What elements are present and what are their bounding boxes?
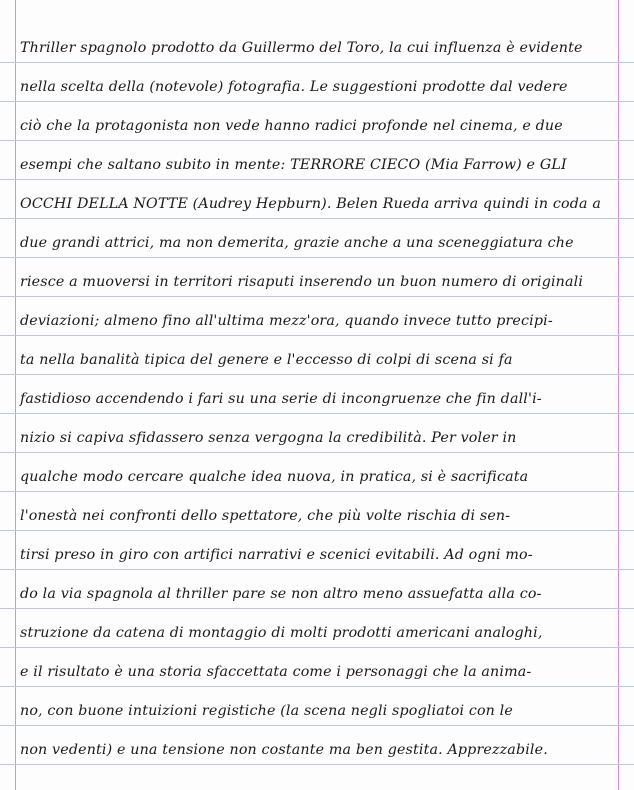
ruled-line — [0, 62, 634, 63]
ruled-line — [0, 647, 634, 648]
ruled-line — [0, 686, 634, 687]
handwritten-line: tirsi preso in giro con artifici narrativi e scenici evitabili. Ad ogni mo- — [20, 547, 533, 563]
ruled-line — [0, 413, 634, 414]
handwritten-line: nella scelta della (notevole) fotografia. Le suggestioni prodotte dal vedere — [20, 79, 568, 95]
handwritten-line: ciò che la protagonista non vede hanno radici profonde nel cinema, e due — [20, 118, 563, 134]
ruled-line — [0, 374, 634, 375]
handwritten-line: l'onestà nei confronti dello spettatore, che più volte rischia di sen- — [20, 508, 511, 524]
handwritten-line: nizio si capiva sfidassero senza vergogna la credibilità. Per voler in — [20, 430, 517, 446]
handwritten-line: qualche modo cercare qualche idea nuova, in pratica, si è sacrificata — [20, 469, 529, 485]
handwritten-line: fastidioso accendendo i fari su una serie di incongruenze che fin dall'i- — [20, 391, 542, 407]
handwritten-line: deviazioni; almeno fino all'ultima mezz'ora, quando invece tutto precipi- — [20, 313, 553, 329]
ruled-line — [0, 296, 634, 297]
handwritten-line: Thriller spagnolo prodotto da Guillermo del Toro, la cui influenza è evidente — [20, 40, 583, 56]
handwritten-line: do la via spagnola al thriller pare se non altro meno assuefatta alla co- — [20, 586, 542, 602]
ruled-line — [0, 257, 634, 258]
ruled-line — [0, 101, 634, 102]
ruled-line — [0, 764, 634, 765]
handwritten-line: no, con buone intuizioni registiche (la scena negli spogliatoi con le — [20, 703, 513, 719]
ruled-line — [0, 491, 634, 492]
ruled-line — [0, 530, 634, 531]
ruled-line — [0, 335, 634, 336]
handwritten-line: esempi che saltano subito in mente: TERRORE CIECO (Mia Farrow) e GLI — [20, 157, 567, 173]
handwritten-line: riesce a muoversi in territori risaputi inserendo un buon numero di originali — [20, 274, 584, 290]
handwritten-line: e il risultato è una storia sfaccettata come i personaggi che la anima- — [20, 664, 532, 680]
handwritten-line: OCCHI DELLA NOTTE (Audrey Hepburn). Belen Rueda arriva quindi in coda a — [20, 196, 601, 212]
ruled-line — [0, 452, 634, 453]
ruled-line — [0, 725, 634, 726]
handwritten-line: struzione da catena di montaggio di molti prodotti americani analoghi, — [20, 625, 543, 641]
right-margin-line — [618, 0, 619, 790]
handwritten-line: ta nella banalità tipica del genere e l'eccesso di colpi di scena si fa — [20, 352, 513, 368]
ruled-line — [0, 608, 634, 609]
ruled-line — [0, 179, 634, 180]
handwritten-line: due grandi attrici, ma non demerita, grazie anche a una sceneggiatura che — [20, 235, 574, 251]
ruled-line — [0, 569, 634, 570]
left-margin-line — [15, 0, 16, 790]
handwritten-line: non vedenti) e una tensione non costante ma ben gestita. Apprezzabile. — [20, 742, 548, 758]
ruled-line — [0, 140, 634, 141]
ruled-line — [0, 218, 634, 219]
